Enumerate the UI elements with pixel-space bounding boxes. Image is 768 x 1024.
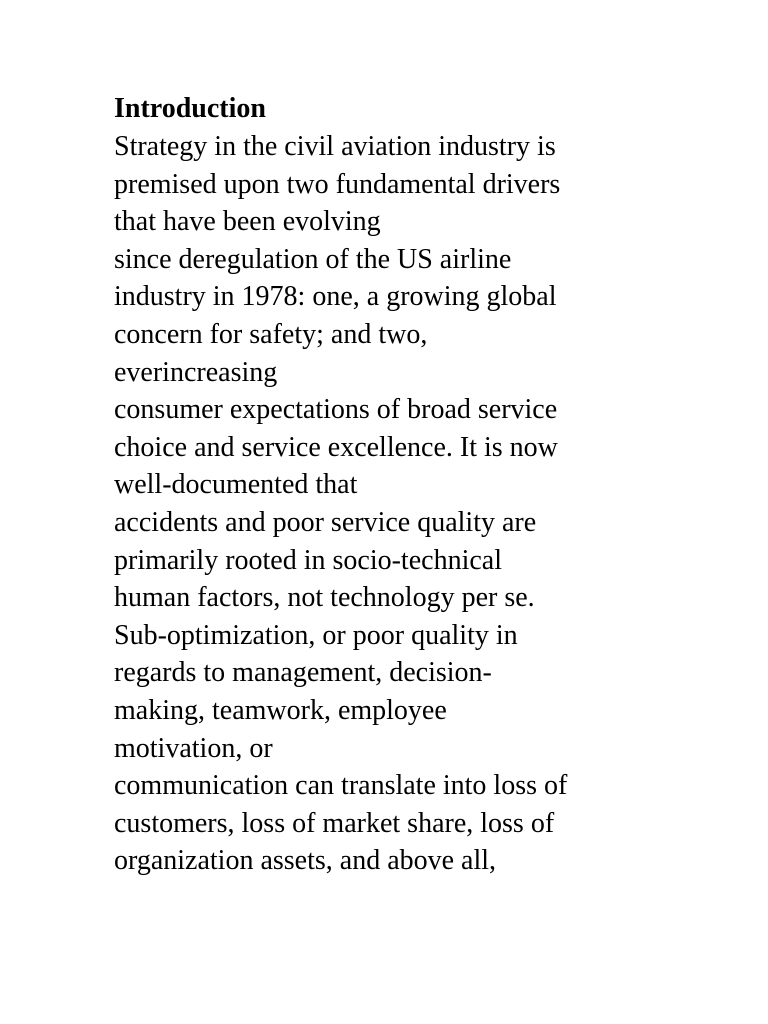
body-line: premised upon two fundamental drivers <box>114 168 561 200</box>
body-line: customers, loss of market share, loss of <box>114 807 555 839</box>
body-line: concern for safety; and two, <box>114 318 428 350</box>
body-line: motivation, or <box>114 732 273 764</box>
body-line: everincreasing <box>114 356 278 388</box>
body-line: communication can translate into loss of <box>114 770 568 802</box>
body-line: regards to management, decision- <box>114 657 492 689</box>
body-line: since deregulation of the US airline <box>114 243 512 275</box>
document-page <box>114 90 754 880</box>
body-line: making, teamwork, employee <box>114 694 447 726</box>
body-line: consumer expectations of broad service <box>114 394 558 426</box>
body-line: that have been evolving <box>114 206 381 238</box>
body-line: accidents and poor service quality are <box>114 506 537 538</box>
section-heading: Introduction <box>114 93 266 124</box>
body-line: Sub-optimization, or poor quality in <box>114 619 518 651</box>
body-line: human factors, not technology per se. <box>114 582 535 614</box>
body-line: organization assets, and above all, <box>114 845 497 877</box>
body-line: choice and service excellence. It is now <box>114 431 558 463</box>
body-line: well-documented that <box>114 469 358 501</box>
body-line: industry in 1978: one, a growing global <box>114 281 557 313</box>
body-line: primarily rooted in socio-technical <box>114 544 502 576</box>
body-line: Strategy in the civil aviation industry is <box>114 131 556 162</box>
